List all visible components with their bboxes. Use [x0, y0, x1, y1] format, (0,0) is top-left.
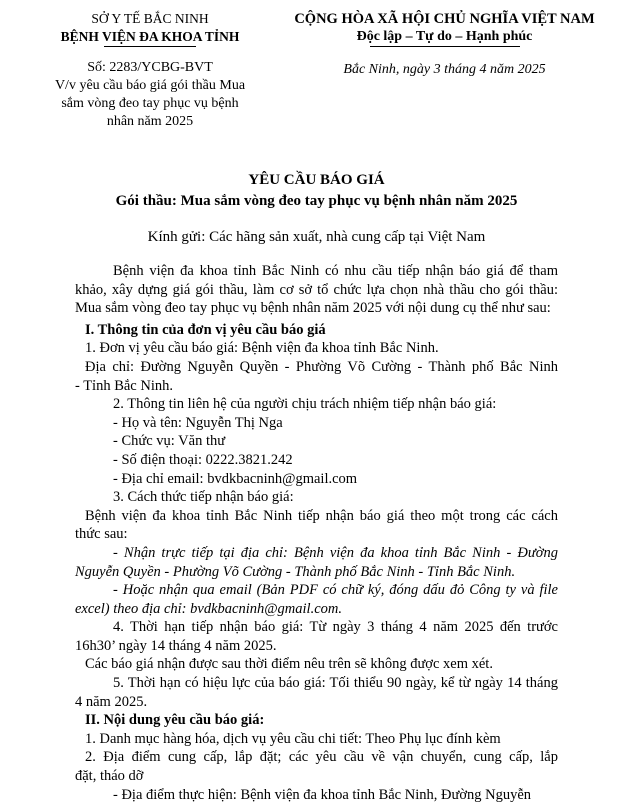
requesting-unit: 1. Đơn vị yêu cầu báo giá: Bệnh viện đa khoa tỉnh Bắc Ninh. — [85, 340, 439, 357]
place-date: Bắc Ninh, ngày 3 tháng 4 năm 2025 — [343, 62, 546, 77]
intro-line: Mua sắm vòng đeo tay phục vụ bệnh nhân năm 2025 với nội dung cụ thể như sau: — [75, 300, 551, 317]
national-header — [272, 10, 617, 79]
contact-heading: 2. Thông tin liên hệ của người chịu trách nhiệm tiếp nhận báo giá: — [113, 396, 497, 413]
validity-line: 5. Thời hạn có hiệu lực của báo giá: Tối thiểu 90 ngày, kể từ ngày 14 tháng — [113, 675, 558, 692]
national-motto: Độc lập – Tự do – Hạnh phúc — [356, 29, 533, 44]
method-intro-line: thức sau: — [75, 526, 128, 543]
address-line: - Tỉnh Bắc Ninh. — [75, 377, 173, 394]
contact-role: - Chức vụ: Văn thư — [113, 433, 226, 450]
document-subtitle: Gói thầu: Mua sắm vòng đeo tay phục vụ bệnh nhân năm 2025 — [115, 193, 518, 209]
recipient-line: Kính gửi: Các hãng sản xuất, nhà cung cấp tại Việt Nam — [147, 229, 486, 245]
location-line: đặt, tháo dỡ — [75, 768, 144, 785]
intro-line: Bệnh viện đa khoa tỉnh Bắc Ninh có nhu cầu tiếp nhận báo giá để tham — [113, 263, 558, 279]
subject-line: V/v yêu cầu báo giá gói thầu Mua — [54, 78, 246, 93]
contact-email: - Địa chỉ email: bvdkbacninh@gmail.com — [113, 470, 358, 487]
method-email-line: - Hoặc nhận qua email (Bản PDF có chữ ký, đóng dấu đỏ Công ty và file — [113, 582, 558, 599]
contact-name: - Họ và tên: Nguyễn Thị Nga — [113, 414, 283, 431]
method-direct-line: Nguyễn Quyền - Phường Võ Cường - Thành phố Bắc Ninh - Tỉnh Bắc Ninh. — [75, 563, 516, 580]
late-submission-note: Các báo giá nhận được sau thời điểm nêu trên sẽ không được xem xét. — [85, 656, 493, 673]
subject-line: sắm vòng đeo tay phục vụ bệnh — [61, 96, 239, 111]
document-title: YÊU CẦU BÁO GIÁ — [248, 172, 385, 188]
nation-name: CỘNG HÒA XÃ HỘI CHỦ NGHĨA VIỆT NAM — [294, 11, 595, 27]
method-direct-line: - Nhận trực tiếp tại địa chỉ: Bệnh viện đa khoa tỉnh Bắc Ninh - Đường — [113, 544, 558, 561]
section-1-heading: I. Thông tin của đơn vị yêu cầu báo giá — [85, 321, 326, 338]
intro-line: khảo, xây dựng giá gói thầu, làm cơ sở tổ chức lựa chọn nhà thầu cho gói thầu: — [75, 281, 558, 298]
issuer-block — [40, 10, 260, 131]
method-heading: 3. Cách thức tiếp nhận báo giá: — [113, 489, 294, 506]
deadline-line: 4. Thời hạn tiếp nhận báo giá: Từ ngày 3 tháng 4 năm 2025 đến trước — [113, 619, 558, 636]
issuer-underline — [104, 46, 196, 47]
method-email-line: excel) theo địa chỉ: bvdkbacninh@gmail.com. — [75, 600, 342, 617]
parent-organization: SỞ Y TẾ BẮC NINH — [91, 11, 209, 26]
address-line: Địa chỉ: Đường Nguyễn Quyền - Phường Võ Cường - Thành phố Bắc Ninh — [85, 358, 558, 375]
document-number: Số: 2283/YCBG-BVT — [87, 60, 213, 75]
motto-underline — [370, 46, 520, 47]
organization-name: BỆNH VIỆN ĐA KHOA TỈNH — [60, 29, 240, 44]
validity-line: 4 năm 2025. — [75, 693, 148, 710]
method-intro-line: Bệnh viện đa khoa tỉnh Bắc Ninh tiếp nhận báo giá theo một trong các cách — [85, 507, 558, 524]
subject-line: nhân năm 2025 — [106, 114, 194, 129]
items-line: 1. Danh mục hàng hóa, dịch vụ yêu cầu chi tiết: Theo Phụ lục đính kèm — [85, 730, 501, 747]
site-line: - Địa điểm thực hiện: Bệnh viện đa khoa tỉnh Bắc Ninh, Đường Nguyễn — [113, 786, 532, 803]
location-line: 2. Địa điểm cung cấp, lắp đặt; các yêu cầu về vận chuyển, cung cấp, lắp — [85, 749, 558, 766]
section-2-heading: II. Nội dung yêu cầu báo giá: — [85, 712, 265, 729]
deadline-line: 16h30’ ngày 14 tháng 4 năm 2025. — [75, 637, 277, 654]
contact-phone: - Số điện thoại: 0222.3821.242 — [113, 451, 293, 468]
document-body — [75, 262, 558, 804]
